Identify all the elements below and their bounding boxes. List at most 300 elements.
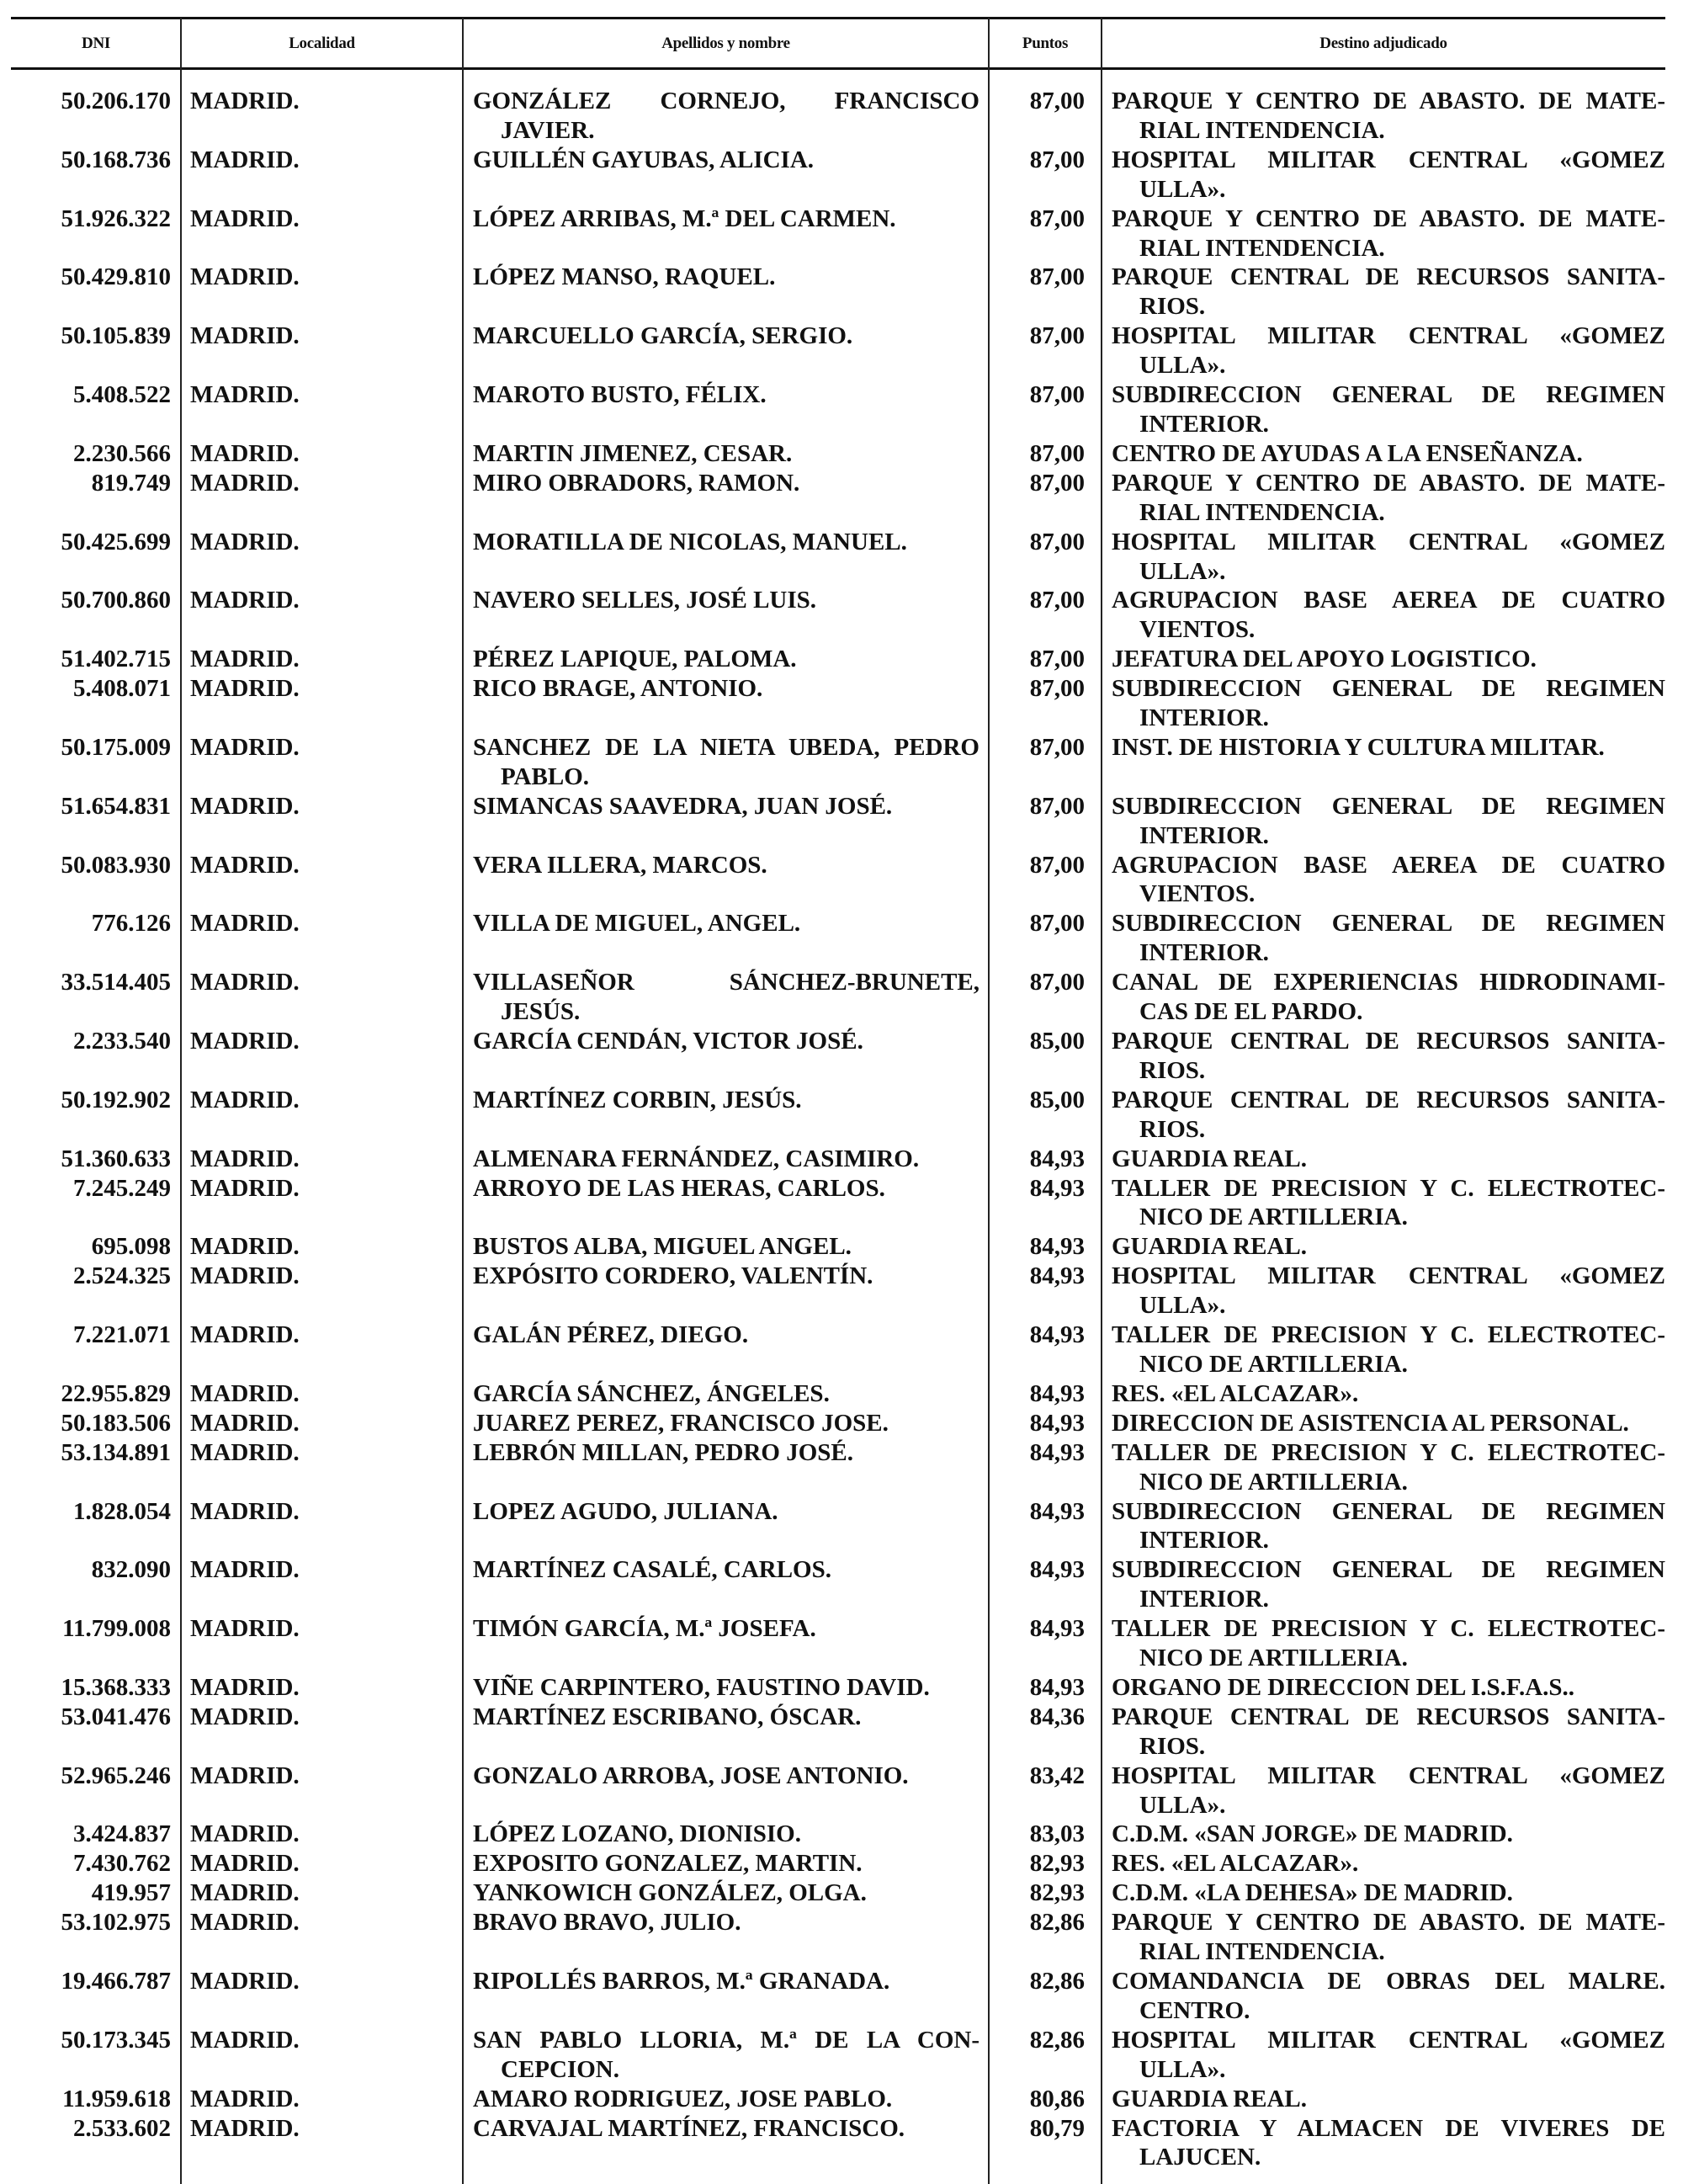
- nombre-cell: [463, 1174, 989, 1233]
- destino-cell-line: RIOS.: [1139, 1115, 1206, 1143]
- nombre-cell: [463, 1027, 989, 1086]
- localidad-cell: MADRID.: [190, 1321, 300, 1349]
- nombre-cell-line: EXPÓSITO CORDERO, VALENTÍN.: [473, 1262, 873, 1290]
- table-row: [11, 87, 1665, 146]
- nombre-cell-line: VILLA DE MIGUEL, ANGEL.: [473, 910, 801, 938]
- nombre-cell: [463, 1849, 989, 1878]
- localidad-cell: MADRID.: [190, 2085, 300, 2112]
- nombre-cell: [463, 1497, 989, 1556]
- destino-cell: [1102, 2026, 1665, 2085]
- destino-cell: [1102, 1379, 1665, 1409]
- table-row: [11, 321, 1665, 380]
- puntos-cell: 87,00: [1029, 733, 1085, 761]
- table-row: [11, 851, 1665, 910]
- destino-cell-line: ULLA».: [1139, 1292, 1226, 1320]
- nombre-cell-line: LÓPEZ LOZANO, DIONISIO.: [473, 1820, 801, 1848]
- nombre-cell: [463, 792, 989, 851]
- table-row: [11, 1379, 1665, 1409]
- nombre-cell: [463, 1555, 989, 1614]
- nombre-cell-line: LÓPEZ ARRIBAS, M.ª DEL CARMEN.: [473, 205, 896, 232]
- nombre-cell-line: GONZÁLEZ CORNEJO, FRANCISCO: [473, 88, 980, 114]
- localidad-cell: MADRID.: [190, 733, 300, 761]
- destino-cell: [1102, 1174, 1665, 1233]
- destino-cell-line: HOSPITAL MILITAR CENTRAL «GOMEZ: [1112, 322, 1665, 350]
- dni-cell: 51.654.831: [61, 792, 171, 820]
- destino-cell-line: NICO DE ARTILLERIA.: [1139, 1350, 1408, 1378]
- nombre-cell: [463, 1673, 989, 1703]
- nombre-cell-line: YANKOWICH GONZÁLEZ, OLGA.: [473, 1879, 867, 1907]
- puntos-cell: 87,00: [1029, 910, 1085, 938]
- localidad-cell: MADRID.: [190, 675, 300, 703]
- destino-cell-line: INTERIOR.: [1139, 410, 1269, 438]
- puntos-cell: 84,93: [1029, 1438, 1085, 1466]
- destino-cell-line: NICO DE ARTILLERIA.: [1139, 1468, 1408, 1496]
- destino-cell-line: LAJUCEN.: [1139, 2144, 1261, 2171]
- localidad-cell: MADRID.: [190, 1615, 300, 1643]
- dni-cell: 50.175.009: [61, 733, 171, 761]
- localidad-cell: MADRID.: [190, 587, 300, 614]
- destino-cell-line: CAS DE EL PARDO.: [1139, 998, 1363, 1026]
- puntos-cell: 87,00: [1029, 263, 1085, 291]
- table-row: [11, 1232, 1665, 1262]
- destino-cell: [1102, 1409, 1665, 1438]
- destino-cell-line: NICO DE ARTILLERIA.: [1139, 1645, 1408, 1672]
- nombre-cell-line: MAROTO BUSTO, FÉLIX.: [473, 381, 767, 409]
- localidad-cell: MADRID.: [190, 1850, 300, 1878]
- puntos-cell: 87,00: [1029, 528, 1085, 555]
- nombre-cell-line: EXPOSITO GONZALEZ, MARTIN.: [473, 1850, 863, 1878]
- localidad-cell: MADRID.: [190, 1909, 300, 1937]
- dni-cell: 3.424.837: [73, 1820, 171, 1848]
- destino-cell: [1102, 674, 1665, 733]
- nombre-cell-line: LOPEZ AGUDO, JULIANA.: [473, 1497, 778, 1525]
- destino-cell: [1102, 1849, 1665, 1878]
- destino-cell-line: NICO DE ARTILLERIA.: [1139, 1204, 1408, 1231]
- destino-cell-line: RIAL INTENDENCIA.: [1139, 234, 1385, 262]
- puntos-cell: 87,00: [1029, 851, 1085, 879]
- destino-cell-line: PARQUE CENTRAL DE RECURSOS SANITA-: [1112, 263, 1665, 291]
- puntos-cell: 84,93: [1029, 1409, 1085, 1437]
- table-row: [11, 2085, 1665, 2114]
- destino-cell-line: RIAL INTENDENCIA.: [1139, 498, 1385, 526]
- dni-cell: 51.402.715: [61, 646, 171, 673]
- destino-cell-line: FACTORIA Y ALMACEN DE VIVERES DE: [1112, 2114, 1665, 2142]
- destino-cell-line: GUARDIA REAL.: [1112, 1145, 1308, 1172]
- puntos-cell: 80,79: [1029, 2114, 1085, 2142]
- table-row: [11, 645, 1665, 674]
- header-nombre: Apellidos y nombre: [661, 35, 790, 52]
- destino-cell-line: ULLA».: [1139, 352, 1226, 380]
- localidad-cell: MADRID.: [190, 646, 300, 673]
- destino-cell: [1102, 909, 1665, 968]
- localidad-cell: MADRID.: [190, 1379, 300, 1407]
- destino-cell-line: SUBDIRECCION GENERAL DE REGIMEN: [1112, 675, 1665, 703]
- dni-cell: 50.206.170: [61, 88, 171, 114]
- destino-cell: [1102, 1820, 1665, 1849]
- destino-cell-line: JEFATURA DEL APOYO LOGISTICO.: [1112, 646, 1537, 673]
- puntos-cell: 82,86: [1029, 1968, 1085, 1995]
- nombre-cell-line: VILLASEÑOR SÁNCHEZ-BRUNETE,: [473, 969, 980, 996]
- dni-cell: 2.524.325: [73, 1262, 171, 1290]
- dni-cell: 53.134.891: [61, 1438, 171, 1466]
- puntos-cell: 82,93: [1029, 1850, 1085, 1878]
- puntos-cell: 84,93: [1029, 1615, 1085, 1643]
- puntos-cell: 84,93: [1029, 1145, 1085, 1172]
- destino-cell: [1102, 146, 1665, 205]
- localidad-cell: MADRID.: [190, 1497, 300, 1525]
- dni-cell: 11.799.008: [62, 1615, 171, 1643]
- destino-cell: [1102, 1027, 1665, 1086]
- puntos-cell: 84,93: [1029, 1174, 1085, 1202]
- destino-cell-line: CANAL DE EXPERIENCIAS HIDRODINAMI-: [1112, 969, 1665, 996]
- nombre-cell-line: NAVERO SELLES, JOSÉ LUIS.: [473, 587, 817, 614]
- header-dni: DNI: [82, 35, 110, 52]
- nombre-cell: [463, 851, 989, 910]
- nombre-cell: [463, 1438, 989, 1497]
- localidad-cell: MADRID.: [190, 88, 300, 114]
- puntos-cell: 83,03: [1029, 1820, 1085, 1848]
- destino-cell: [1102, 792, 1665, 851]
- destino-cell-line: SUBDIRECCION GENERAL DE REGIMEN: [1112, 381, 1665, 409]
- table-row: [11, 1967, 1665, 2026]
- destino-cell-line: VIENTOS.: [1139, 880, 1256, 908]
- destino-cell-line: RIOS.: [1139, 1732, 1206, 1760]
- destino-cell-line: ORGANO DE DIRECCION DEL I.S.F.A.S..: [1112, 1673, 1575, 1701]
- localidad-cell: MADRID.: [190, 1703, 300, 1730]
- destino-cell: [1102, 645, 1665, 674]
- localidad-cell: MADRID.: [190, 1262, 300, 1290]
- table-row: [11, 1614, 1665, 1673]
- destino-cell-line: RES. «EL ALCAZAR».: [1112, 1379, 1359, 1407]
- destino-cell-line: SUBDIRECCION GENERAL DE REGIMEN: [1112, 1556, 1665, 1584]
- destino-cell: [1102, 1438, 1665, 1497]
- destino-cell: [1102, 1908, 1665, 1967]
- nombre-cell-line: GALÁN PÉREZ, DIEGO.: [473, 1321, 749, 1349]
- destino-cell-line: INTERIOR.: [1139, 821, 1269, 849]
- dni-cell: 50.183.506: [61, 1409, 171, 1437]
- destino-cell: [1102, 1673, 1665, 1703]
- dni-cell: 7.245.249: [73, 1174, 171, 1202]
- nombre-cell-line: MARTIN JIMENEZ, CESAR.: [473, 439, 793, 467]
- destino-cell: [1102, 1878, 1665, 1908]
- puntos-cell: 85,00: [1029, 1028, 1085, 1055]
- table-row: [11, 146, 1665, 205]
- table-row: [11, 1174, 1665, 1233]
- destino-cell: [1102, 380, 1665, 439]
- localidad-cell: MADRID.: [190, 1968, 300, 1995]
- nombre-cell: [463, 1409, 989, 1438]
- puntos-cell: 87,00: [1029, 88, 1085, 114]
- destino-cell: [1102, 1497, 1665, 1556]
- localidad-cell: MADRID.: [190, 2026, 300, 2054]
- destino-cell-line: CENTRO DE AYUDAS A LA ENSEÑANZA.: [1112, 439, 1583, 467]
- destino-cell: [1102, 528, 1665, 587]
- dni-cell: 53.041.476: [61, 1703, 171, 1730]
- puntos-cell: 84,93: [1029, 1379, 1085, 1407]
- destino-cell-line: COMANDANCIA DE OBRAS DEL MALRE.: [1112, 1968, 1665, 1995]
- puntos-cell: 87,00: [1029, 381, 1085, 409]
- localidad-cell: MADRID.: [190, 1762, 300, 1789]
- nombre-cell-line: CEPCION.: [501, 2055, 619, 2083]
- nombre-cell: [463, 146, 989, 205]
- nombre-cell-line: JUAREZ PEREZ, FRANCISCO JOSE.: [473, 1409, 889, 1437]
- destino-cell: [1102, 968, 1665, 1027]
- nombre-cell-line: GONZALO ARROBA, JOSE ANTONIO.: [473, 1762, 909, 1789]
- nombre-cell: [463, 205, 989, 263]
- destino-cell: [1102, 1145, 1665, 1174]
- table-row: [11, 792, 1665, 851]
- dni-cell: 832.090: [91, 1556, 171, 1584]
- dni-cell: 50.425.699: [61, 528, 171, 555]
- dni-cell: 50.429.810: [61, 263, 171, 291]
- destino-cell: [1102, 439, 1665, 469]
- destino-cell-line: TALLER DE PRECISION Y C. ELECTROTEC-: [1112, 1321, 1665, 1349]
- dni-cell: 15.368.333: [61, 1673, 171, 1701]
- puntos-cell: 87,00: [1029, 646, 1085, 673]
- destino-cell-line: RIOS.: [1139, 1056, 1206, 1084]
- localidad-cell: MADRID.: [190, 1673, 300, 1701]
- nombre-cell: [463, 469, 989, 528]
- destino-cell-line: GUARDIA REAL.: [1112, 2085, 1308, 2112]
- dni-cell: 51.926.322: [61, 205, 171, 232]
- table-row: [11, 2026, 1665, 2085]
- localidad-cell: MADRID.: [190, 1879, 300, 1907]
- destino-cell: [1102, 1320, 1665, 1379]
- destino-cell-line: HOSPITAL MILITAR CENTRAL «GOMEZ: [1112, 1262, 1665, 1290]
- localidad-cell: MADRID.: [190, 322, 300, 350]
- destino-cell-line: INST. DE HISTORIA Y CULTURA MILITAR.: [1112, 733, 1605, 761]
- destino-cell-line: ULLA».: [1139, 557, 1226, 585]
- destino-cell: [1102, 263, 1665, 321]
- destino-cell-line: SUBDIRECCION GENERAL DE REGIMEN: [1112, 1497, 1665, 1525]
- nombre-cell-line: VIÑE CARPINTERO, FAUSTINO DAVID.: [473, 1673, 930, 1701]
- nombre-cell: [463, 645, 989, 674]
- table-row: [11, 1409, 1665, 1438]
- puntos-cell: 82,86: [1029, 2026, 1085, 2054]
- localidad-cell: MADRID.: [190, 1028, 300, 1055]
- table-row: [11, 1497, 1665, 1556]
- destino-cell: [1102, 1703, 1665, 1762]
- localidad-cell: MADRID.: [190, 205, 300, 232]
- localidad-cell: MADRID.: [190, 528, 300, 555]
- nombre-cell-line: GUILLÉN GAYUBAS, ALICIA.: [473, 146, 815, 173]
- destino-cell: [1102, 733, 1665, 792]
- puntos-cell: 87,00: [1029, 587, 1085, 614]
- dni-cell: 5.408.522: [73, 381, 171, 409]
- localidad-cell: MADRID.: [190, 1086, 300, 1113]
- destino-cell-line: TALLER DE PRECISION Y C. ELECTROTEC-: [1112, 1438, 1665, 1466]
- table-row: [11, 1555, 1665, 1614]
- nombre-cell-line: SIMANCAS SAAVEDRA, JUAN JOSÉ.: [473, 792, 893, 820]
- dni-cell: 50.168.736: [61, 146, 171, 173]
- nombre-cell: [463, 1908, 989, 1967]
- destino-cell-line: PARQUE Y CENTRO DE ABASTO. DE MATE-: [1112, 205, 1665, 232]
- puntos-cell: 84,93: [1029, 1262, 1085, 1290]
- table-row: [11, 1673, 1665, 1703]
- localidad-cell: MADRID.: [190, 1820, 300, 1848]
- table-row: [11, 1086, 1665, 1145]
- table-row: [11, 968, 1665, 1027]
- nombre-cell-line: MIRO OBRADORS, RAMON.: [473, 469, 800, 497]
- dni-cell: 819.749: [91, 469, 171, 497]
- destino-cell: [1102, 1555, 1665, 1614]
- nombre-cell: [463, 1703, 989, 1762]
- nombre-cell: [463, 1379, 989, 1409]
- localidad-cell: MADRID.: [190, 910, 300, 938]
- puntos-cell: 84,36: [1029, 1703, 1085, 1730]
- localidad-cell: MADRID.: [190, 1556, 300, 1584]
- localidad-cell: MADRID.: [190, 469, 300, 497]
- destino-cell-line: GUARDIA REAL.: [1112, 1233, 1308, 1261]
- destino-cell: [1102, 321, 1665, 380]
- destino-cell-line: C.D.M. «LA DEHESA» DE MADRID.: [1112, 1879, 1513, 1907]
- destino-cell: [1102, 205, 1665, 263]
- nombre-cell-line: RICO BRAGE, ANTONIO.: [473, 675, 763, 703]
- destino-cell-line: INTERIOR.: [1139, 704, 1269, 732]
- nombre-cell-line: PÉREZ LAPIQUE, PALOMA.: [473, 646, 797, 673]
- destino-cell-line: DIRECCION DE ASISTENCIA AL PERSONAL.: [1112, 1409, 1629, 1437]
- puntos-cell: 87,00: [1029, 322, 1085, 350]
- nombre-cell-line: JESÚS.: [501, 998, 581, 1026]
- nombre-cell: [463, 1262, 989, 1320]
- dni-cell: 2.533.602: [73, 2114, 171, 2142]
- destino-cell: [1102, 586, 1665, 645]
- nombre-cell-line: VERA ILLERA, MARCOS.: [473, 851, 767, 879]
- nombre-cell: [463, 1614, 989, 1673]
- nombre-cell: [463, 674, 989, 733]
- destino-cell-line: HOSPITAL MILITAR CENTRAL «GOMEZ: [1112, 528, 1665, 555]
- localidad-cell: MADRID.: [190, 1174, 300, 1202]
- destino-cell-line: TALLER DE PRECISION Y C. ELECTROTEC-: [1112, 1615, 1665, 1643]
- table-row: [11, 1438, 1665, 1497]
- destino-cell-line: PARQUE CENTRAL DE RECURSOS SANITA-: [1112, 1703, 1665, 1730]
- puntos-cell: 87,00: [1029, 469, 1085, 497]
- puntos-cell: 84,93: [1029, 1321, 1085, 1349]
- destino-cell-line: ULLA».: [1139, 1791, 1226, 1819]
- nombre-cell-line: SANCHEZ DE LA NIETA UBEDA, PEDRO: [473, 733, 980, 761]
- dni-cell: 5.408.071: [73, 675, 171, 703]
- puntos-cell: 82,93: [1029, 1879, 1085, 1907]
- nombre-cell-line: MORATILLA DE NICOLAS, MANUEL.: [473, 528, 907, 555]
- nombre-cell: [463, 87, 989, 146]
- destino-cell-line: INTERIOR.: [1139, 1527, 1269, 1554]
- nombre-cell-line: RIPOLLÉS BARROS, M.ª GRANADA.: [473, 1968, 890, 1995]
- table-row: [11, 909, 1665, 968]
- nombre-cell: [463, 528, 989, 587]
- puntos-cell: 87,00: [1029, 792, 1085, 820]
- nombre-cell-line: AMARO RODRIGUEZ, JOSE PABLO.: [473, 2085, 893, 2112]
- puntos-cell: 84,93: [1029, 1556, 1085, 1584]
- dni-cell: 50.192.902: [61, 1086, 171, 1113]
- destino-cell-line: HOSPITAL MILITAR CENTRAL «GOMEZ: [1112, 1762, 1665, 1789]
- header-localidad: Localidad: [289, 35, 355, 52]
- destino-cell-line: INTERIOR.: [1139, 939, 1269, 967]
- destino-cell-line: INTERIOR.: [1139, 1586, 1269, 1613]
- dni-cell: 19.466.787: [61, 1968, 171, 1995]
- dni-cell: 11.959.618: [62, 2085, 171, 2112]
- destino-cell: [1102, 1086, 1665, 1145]
- nombre-cell: [463, 380, 989, 439]
- nombre-cell: [463, 321, 989, 380]
- puntos-cell: 87,00: [1029, 205, 1085, 232]
- header-puntos: Puntos: [1022, 35, 1069, 52]
- puntos-cell: 84,93: [1029, 1497, 1085, 1525]
- table-row: [11, 1878, 1665, 1908]
- nombre-cell-line: ALMENARA FERNÁNDEZ, CASIMIRO.: [473, 1145, 920, 1172]
- table-row: [11, 1703, 1665, 1762]
- localidad-cell: MADRID.: [190, 1145, 300, 1172]
- localidad-cell: MADRID.: [190, 969, 300, 996]
- dni-cell: 2.233.540: [73, 1028, 171, 1055]
- dni-cell: 7.221.071: [73, 1321, 171, 1349]
- localidad-cell: MADRID.: [190, 1438, 300, 1466]
- puntos-cell: 87,00: [1029, 439, 1085, 467]
- destino-cell-line: CENTRO.: [1139, 1996, 1250, 2024]
- table-body: [11, 87, 1665, 2172]
- localidad-cell: MADRID.: [190, 2114, 300, 2142]
- destino-cell-line: PARQUE CENTRAL DE RECURSOS SANITA-: [1112, 1086, 1665, 1113]
- localidad-cell: MADRID.: [190, 851, 300, 879]
- puntos-cell: 84,93: [1029, 1673, 1085, 1701]
- localidad-cell: MADRID.: [190, 146, 300, 173]
- nombre-cell-line: MARTÍNEZ ESCRIBANO, ÓSCAR.: [473, 1703, 862, 1730]
- nombre-cell: [463, 263, 989, 321]
- nombre-cell: [463, 733, 989, 792]
- destino-cell: [1102, 1762, 1665, 1820]
- destino-cell: [1102, 1967, 1665, 2026]
- destino-cell: [1102, 1614, 1665, 1673]
- dni-cell: 419.957: [91, 1879, 171, 1907]
- table-row: [11, 674, 1665, 733]
- destino-cell-line: HOSPITAL MILITAR CENTRAL «GOMEZ: [1112, 146, 1665, 173]
- nombre-cell-line: SAN PABLO LLORIA, M.ª DE LA CON-: [473, 2026, 980, 2054]
- dni-cell: 1.828.054: [73, 1497, 171, 1525]
- puntos-cell: 85,00: [1029, 1086, 1085, 1113]
- puntos-cell: 83,42: [1029, 1762, 1085, 1789]
- destino-cell-line: HOSPITAL MILITAR CENTRAL «GOMEZ: [1112, 2026, 1665, 2054]
- nombre-cell-line: TIMÓN GARCÍA, M.ª JOSEFA.: [473, 1615, 816, 1643]
- dni-cell: 50.173.345: [61, 2026, 171, 2054]
- destino-cell-line: SUBDIRECCION GENERAL DE REGIMEN: [1112, 792, 1665, 820]
- destino-cell: [1102, 1232, 1665, 1262]
- nombre-cell: [463, 968, 989, 1027]
- table-row: [11, 1762, 1665, 1820]
- nombre-cell: [463, 1762, 989, 1820]
- destino-cell-line: AGRUPACION BASE AEREA DE CUATRO: [1112, 587, 1665, 614]
- nombre-cell-line: GARCÍA CENDÁN, VICTOR JOSÉ.: [473, 1028, 863, 1055]
- nombre-cell: [463, 2085, 989, 2114]
- puntos-cell: 84,93: [1029, 1233, 1085, 1261]
- nombre-cell: [463, 2026, 989, 2085]
- destino-cell-line: SUBDIRECCION GENERAL DE REGIMEN: [1112, 910, 1665, 938]
- destino-cell-line: RIAL INTENDENCIA.: [1139, 116, 1385, 144]
- nombre-cell: [463, 1820, 989, 1849]
- nombre-cell-line: JAVIER.: [501, 116, 595, 144]
- destino-cell-line: RES. «EL ALCAZAR».: [1112, 1850, 1359, 1878]
- destino-cell-line: ULLA».: [1139, 2055, 1226, 2083]
- nombre-cell-line: MARCUELLO GARCÍA, SERGIO.: [473, 322, 853, 350]
- destino-cell-line: ULLA».: [1139, 175, 1226, 203]
- nombre-cell: [463, 439, 989, 469]
- destino-cell: [1102, 2085, 1665, 2114]
- puntos-cell: 80,86: [1029, 2085, 1085, 2112]
- destino-cell: [1102, 851, 1665, 910]
- table-row: [11, 1849, 1665, 1878]
- nombre-cell: [463, 1232, 989, 1262]
- dni-cell: 33.514.405: [61, 969, 171, 996]
- dni-cell: 22.955.829: [61, 1379, 171, 1407]
- table-row: [11, 469, 1665, 528]
